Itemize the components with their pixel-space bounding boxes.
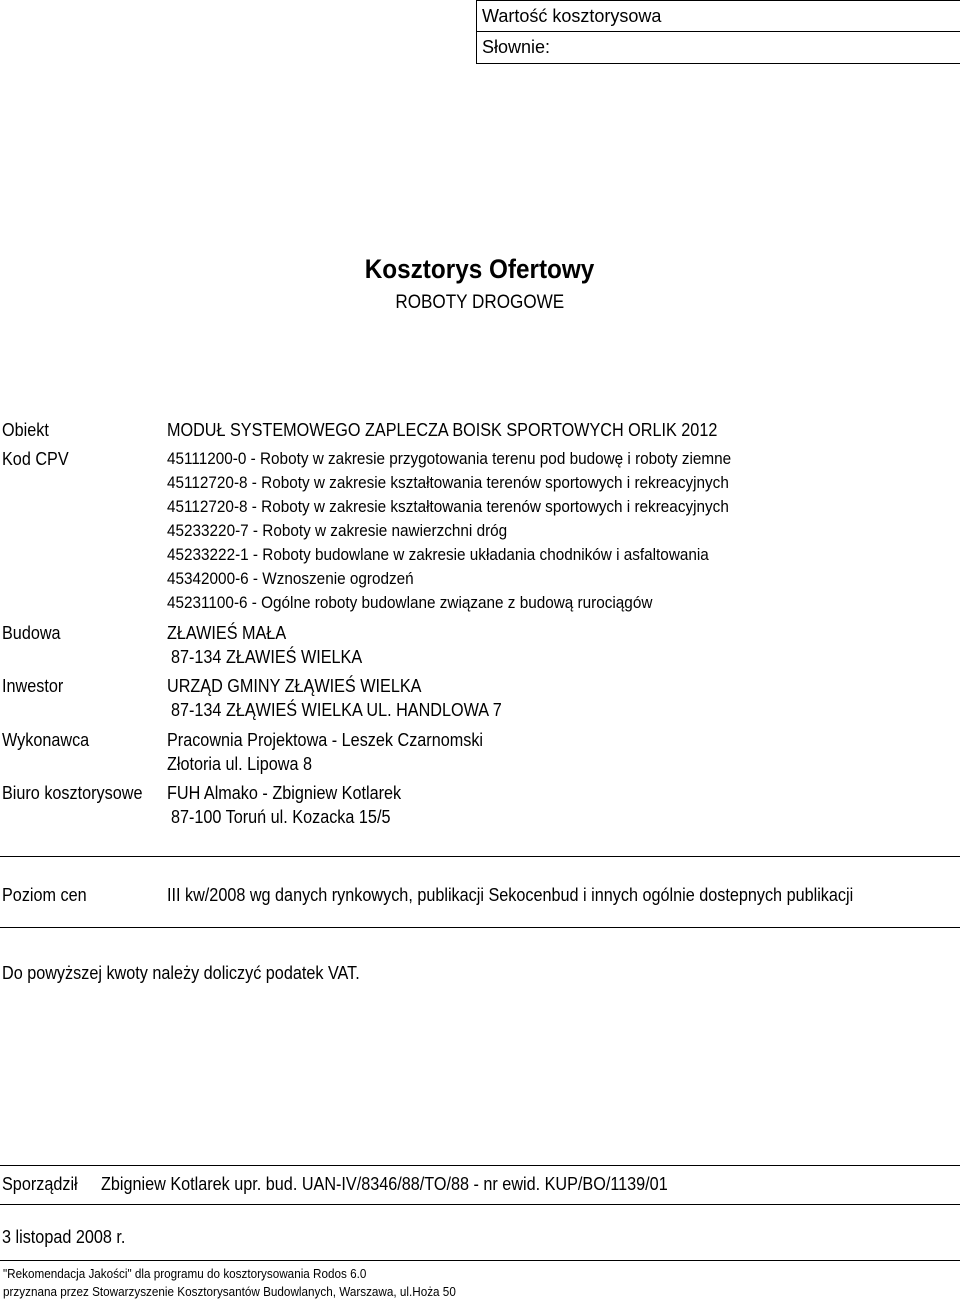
cpv-line: 45233220-7 - Roboty w zakresie nawierzchni dróg: [167, 521, 508, 540]
cpv-line: 45233222-1 - Roboty budowlane w zakresie układania chodników i asfaltowania: [167, 545, 709, 564]
biuro-line-1: FUH Almako - Zbigniew Kotlarek: [167, 783, 402, 803]
wartosc-label: Wartość kosztorysowa: [482, 6, 662, 26]
obiekt-value: MODUŁ SYSTEMOWEGO ZAPLECZA BOISK SPORTOWYCH ORLIK 2012: [167, 420, 718, 440]
kod-cpv-label: Kod CPV: [2, 449, 69, 469]
footer-line-2: przyznana przez Stowarzyszenie Kosztorysantów Budowlanych, Warszawa, ul.Hoża 50: [3, 1284, 456, 1299]
cpv-line: 45231100-6 - Ogólne roboty budowlane związane z budową rurociągów: [167, 593, 653, 612]
cpv-line: 45111200-0 - Roboty w zakresie przygotowania terenu pod budowę i roboty ziemne: [167, 449, 732, 468]
cpv-line: 45342000-6 - Wznoszenie ogrodzeń: [167, 569, 414, 588]
value-box: [476, 0, 960, 64]
sporzadzil-value: Zbigniew Kotlarek upr. bud. UAN-IV/8346/88/TO/88 - nr ewid. KUP/BO/1139/01: [101, 1174, 668, 1194]
wykonawca-line-1: Pracownia Projektowa - Leszek Czarnomski: [167, 730, 484, 750]
biuro-line-2: 87-100 Toruń ul. Kozacka 15/5: [171, 807, 391, 827]
document-date: 3 listopad 2008 r.: [2, 1227, 126, 1247]
slownie-label: Słownie:: [482, 37, 551, 57]
budowa-label: Budowa: [2, 623, 61, 643]
inwestor-line-2: 87-134 ZŁĄWIEŚ WIELKA UL. HANDLOWA 7: [171, 700, 502, 720]
poziom-cen-label: Poziom cen: [2, 885, 87, 905]
divider: [0, 927, 960, 928]
divider: [0, 1204, 960, 1205]
budowa-line-2: 87-134 ZŁAWIEŚ WIELKA: [171, 647, 363, 667]
document-title: Kosztorys Ofertowy: [365, 254, 595, 284]
divider: [0, 856, 960, 857]
document-subtitle: ROBOTY DROGOWE: [395, 292, 565, 313]
cpv-line: 45112720-8 - Roboty w zakresie kształtowania terenów sportowych i rekreacyjnych: [167, 473, 729, 492]
wykonawca-line-2: Złotoria ul. Lipowa 8: [167, 754, 312, 774]
vat-note: Do powyższej kwoty należy doliczyć podatek VAT.: [2, 963, 360, 983]
poziom-cen-value: III kw/2008 wg danych rynkowych, publikacji Sekocenbud i innych ogólnie dostepnych publikacji: [167, 885, 854, 905]
sporzadzil-label: Sporządził: [2, 1174, 78, 1194]
budowa-line-1: ZŁAWIEŚ MAŁA: [167, 623, 287, 643]
footer-line-1: "Rekomendacja Jakości" dla programu do kosztorysowania Rodos 6.0: [3, 1266, 367, 1281]
divider: [0, 1260, 960, 1261]
divider: [0, 1165, 960, 1166]
inwestor-line-1: URZĄD GMINY ZŁĄWIEŚ WIELKA: [167, 676, 422, 696]
wykonawca-label: Wykonawca: [2, 730, 90, 750]
cpv-line: 45112720-8 - Roboty w zakresie kształtowania terenów sportowych i rekreacyjnych: [167, 497, 729, 516]
biuro-label: Biuro kosztorysowe: [2, 783, 143, 803]
inwestor-label: Inwestor: [2, 676, 64, 696]
obiekt-label: Obiekt: [2, 420, 49, 440]
